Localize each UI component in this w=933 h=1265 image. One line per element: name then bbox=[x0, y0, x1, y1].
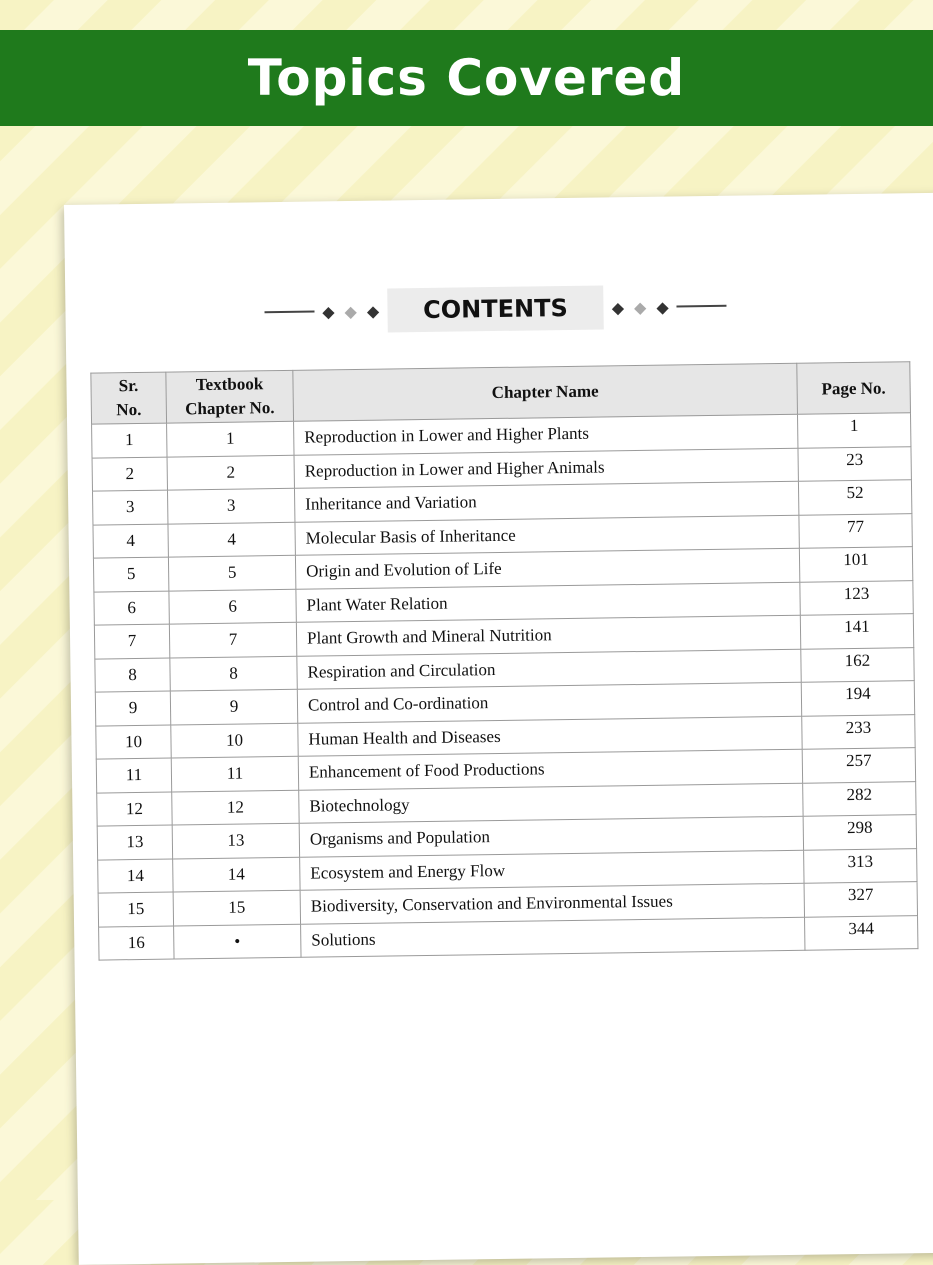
chapter-name-cell: Origin and Evolution of Life bbox=[295, 548, 799, 589]
page-no-cell: 327 bbox=[804, 882, 917, 917]
chapter-name-cell: Control and Co-ordination bbox=[297, 682, 801, 723]
sr-no-cell: 9 bbox=[95, 691, 170, 726]
chapter-no-cell: 11 bbox=[171, 756, 298, 791]
chapter-name-cell: Molecular Basis of Inheritance bbox=[295, 515, 799, 556]
diamond-icon: ◆ bbox=[611, 297, 625, 317]
sr-no-cell: 5 bbox=[93, 557, 168, 592]
sr-no-cell: 15 bbox=[98, 892, 173, 927]
diamond-icon: ◆ bbox=[633, 297, 647, 317]
chapter-no-cell: 1 bbox=[167, 421, 294, 456]
page-no-cell: 52 bbox=[798, 480, 911, 515]
sr-no-cell: 10 bbox=[96, 725, 171, 760]
chapter-no-cell: 4 bbox=[168, 522, 295, 557]
header-sr-no: Sr. No. bbox=[91, 372, 167, 424]
header-chapter-name: Chapter Name bbox=[293, 363, 798, 421]
page-no-cell: 23 bbox=[798, 446, 911, 481]
chapter-no-cell: 5 bbox=[168, 555, 295, 590]
chapter-name-cell: Human Health and Diseases bbox=[298, 716, 802, 757]
sr-no-cell: 7 bbox=[94, 624, 169, 659]
page-no-cell: 123 bbox=[800, 580, 913, 615]
banner-title: Topics Covered bbox=[247, 49, 686, 107]
page-no-cell: 282 bbox=[803, 781, 916, 816]
sr-no-cell: 12 bbox=[97, 792, 172, 827]
chapter-no-cell: 10 bbox=[171, 723, 298, 758]
chapter-no-cell: 15 bbox=[173, 890, 300, 925]
right-diamond-ornament bbox=[612, 297, 669, 317]
sr-no-cell: 8 bbox=[95, 658, 170, 693]
sr-no-cell: 13 bbox=[97, 825, 172, 860]
page-no-cell: 141 bbox=[800, 614, 913, 649]
chapter-no-cell: 7 bbox=[169, 622, 296, 657]
sr-no-cell: 11 bbox=[96, 758, 171, 793]
page-no-cell: 233 bbox=[802, 714, 915, 749]
chapter-name-cell: Solutions bbox=[301, 917, 805, 958]
page-no-cell: 313 bbox=[804, 848, 917, 883]
chapter-no-cell: 14 bbox=[173, 857, 300, 892]
left-diamond-ornament bbox=[322, 301, 379, 321]
sr-no-cell: 14 bbox=[98, 859, 173, 894]
chapter-name-cell: Ecosystem and Energy Flow bbox=[300, 850, 804, 891]
chapter-no-cell: 9 bbox=[170, 689, 297, 724]
chapter-no-cell: 6 bbox=[169, 589, 296, 624]
left-rule-divider bbox=[264, 311, 314, 313]
page-no-cell: 194 bbox=[801, 681, 914, 716]
header-page-no: Page No. bbox=[797, 362, 911, 415]
chapter-name-cell: Plant Growth and Mineral Nutrition bbox=[296, 615, 800, 656]
sr-no-cell: 2 bbox=[92, 457, 167, 492]
contents-heading: CONTENTS bbox=[387, 285, 604, 332]
page-no-cell: 257 bbox=[802, 748, 915, 783]
sr-no-cell: 3 bbox=[92, 490, 167, 525]
sr-no-cell: 16 bbox=[99, 926, 174, 961]
chapter-name-cell: Reproduction in Lower and Higher Animals bbox=[294, 448, 798, 489]
contents-table bbox=[90, 361, 918, 960]
chapter-no-cell: 8 bbox=[170, 656, 297, 691]
chapter-name-cell: Organisms and Population bbox=[299, 816, 803, 857]
chapter-name-cell: Biotechnology bbox=[299, 783, 803, 824]
chapter-name-cell: Biodiversity, Conservation and Environmental Issues bbox=[300, 883, 804, 924]
diamond-icon: ◆ bbox=[656, 297, 669, 317]
chapter-name-cell: Inheritance and Variation bbox=[294, 481, 798, 522]
page-no-cell: 162 bbox=[801, 647, 914, 682]
contents-page bbox=[64, 193, 933, 1265]
sr-no-cell: 1 bbox=[92, 423, 167, 458]
chapter-no-cell: • bbox=[174, 924, 301, 959]
page-no-cell: 101 bbox=[799, 547, 912, 582]
page-no-cell: 344 bbox=[805, 915, 918, 950]
chapter-no-cell: 2 bbox=[167, 455, 294, 490]
chapter-name-cell: Enhancement of Food Productions bbox=[298, 749, 802, 790]
sr-no-cell: 6 bbox=[94, 591, 169, 626]
page-no-cell: 1 bbox=[797, 413, 910, 448]
page-no-cell: 77 bbox=[799, 513, 912, 548]
diamond-icon: ◆ bbox=[322, 301, 335, 321]
chapter-name-cell: Reproduction in Lower and Higher Plants bbox=[294, 414, 798, 455]
header-chapter-no: Textbook Chapter No. bbox=[166, 370, 294, 423]
page-no-cell: 298 bbox=[803, 815, 916, 850]
chapter-no-cell: 12 bbox=[172, 790, 299, 825]
chapter-name-cell: Plant Water Relation bbox=[296, 582, 800, 623]
chapter-no-cell: 3 bbox=[167, 488, 294, 523]
diamond-icon: ◆ bbox=[344, 301, 358, 321]
sr-no-cell: 4 bbox=[93, 524, 168, 559]
topics-banner bbox=[0, 30, 933, 126]
contents-heading-group bbox=[65, 281, 926, 337]
chapter-name-cell: Respiration and Circulation bbox=[297, 649, 801, 690]
chapter-no-cell: 13 bbox=[172, 823, 299, 858]
right-rule-divider bbox=[677, 305, 727, 307]
diamond-icon: ◆ bbox=[366, 301, 380, 321]
